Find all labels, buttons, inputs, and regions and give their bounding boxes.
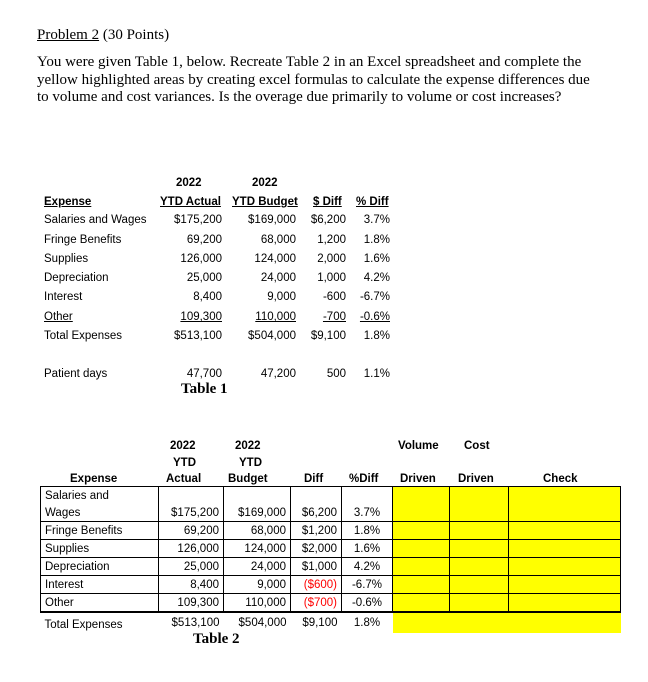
t1-cell: $175,200 (174, 214, 222, 226)
table-1-caption: Table 1 (181, 381, 228, 397)
t1-cell: $513,100 (174, 330, 222, 342)
t2-cell: Interest (41, 576, 159, 594)
t2-header-expense: Expense (70, 473, 118, 485)
t2-header-actual: Actual (166, 473, 202, 485)
t1-header-budget: YTD Budget (232, 196, 298, 208)
check-cell[interactable] (509, 594, 621, 613)
problem-points: (30 Points) (99, 27, 170, 43)
check-cell[interactable] (509, 522, 621, 540)
t2-cell: $2,000 (291, 540, 342, 558)
t2-cell: 1.8% (353, 617, 381, 629)
t1-header-pctdiff: % Diff (356, 196, 389, 208)
check-cell[interactable] (509, 487, 621, 505)
t2-cell: ($600) (291, 576, 342, 594)
t1-cell: $504,000 (248, 330, 296, 342)
t2-cell: -0.6% (342, 594, 393, 613)
t2-cell: Supplies (41, 540, 159, 558)
t2-year-actual: 2022 (170, 440, 196, 452)
t1-cell: -0.6% (359, 311, 390, 323)
t1-header-actual: YTD Actual (160, 196, 221, 208)
volume-driven-cell[interactable] (393, 504, 450, 522)
t1-cell: Patient days (44, 368, 108, 380)
t2-header-check: Check (543, 473, 578, 485)
t1-cell: Depreciation (44, 272, 109, 284)
t2-cell: 25,000 (159, 558, 224, 576)
t2-cell: $175,200 (159, 504, 224, 522)
t1-year-budget: 2022 (252, 177, 278, 189)
problem-text: You were given Table 1, below. Recreate Table 2 in an Excel spreadsheet and complete the yellow highlighted areas by creating excel formulas to calculate the expense differences due to volume and cost variances. Is the overage due primarily to volume or cost increases? (37, 54, 590, 105)
volume-driven-cell[interactable] (393, 576, 450, 594)
volume-driven-cell[interactable] (393, 522, 450, 540)
t2-cell: Depreciation (41, 558, 159, 576)
t1-cell: Other (44, 311, 73, 323)
t2-cell: 124,000 (224, 540, 291, 558)
t1-cell: 1.8% (363, 330, 390, 342)
t2-cell: 69,200 (159, 522, 224, 540)
t1-cell: 126,000 (180, 253, 222, 265)
t2-cell: 109,300 (159, 594, 224, 613)
t2-cell: Salaries and (41, 487, 159, 505)
t1-header-expense: Expense (44, 196, 92, 208)
volume-driven-cell[interactable] (393, 594, 450, 613)
t2-header-cost: Cost (464, 440, 490, 452)
check-cell[interactable] (509, 540, 621, 558)
t2-cell: $513,100 (171, 617, 220, 629)
t1-cell: 25,000 (186, 272, 222, 284)
table-2-caption: Table 2 (193, 631, 240, 647)
t1-cell: 47,200 (260, 368, 296, 380)
t1-cell: $6,200 (310, 214, 346, 226)
t2-header-pctdiff: %Diff (349, 473, 379, 485)
t1-cell: 1,000 (317, 272, 346, 284)
t1-cell: 69,200 (186, 234, 222, 246)
t1-cell: Fringe Benefits (44, 234, 122, 246)
t1-cell: 9,000 (267, 291, 296, 303)
t2-cell: 8,400 (159, 576, 224, 594)
table-row (41, 522, 621, 540)
t1-cell: -700 (322, 311, 346, 323)
cost-driven-cell[interactable] (450, 594, 509, 613)
t2-cell: 4.2% (342, 558, 393, 576)
volume-driven-cell[interactable] (393, 487, 450, 505)
volume-driven-cell[interactable] (393, 540, 450, 558)
table-row (41, 487, 621, 505)
table-row-total (41, 612, 621, 633)
t2-ytd-budget: YTD (239, 457, 262, 469)
t1-cell: 1,200 (317, 234, 346, 246)
t1-cell: Total Expenses (44, 330, 122, 342)
table-row (41, 558, 621, 576)
check-cell[interactable] (509, 576, 621, 594)
cost-driven-cell[interactable] (450, 558, 509, 576)
t2-cell: $169,000 (224, 504, 291, 522)
t2-cell: 68,000 (224, 522, 291, 540)
t1-cell: Supplies (44, 253, 89, 265)
t2-cell: -6.7% (342, 576, 393, 594)
t2-cell: 3.7% (342, 504, 393, 522)
t1-cell: 47,700 (186, 368, 222, 380)
t2-cell: Total Expenses (44, 618, 123, 631)
t2-cell: ($700) (291, 594, 342, 613)
table-row (41, 594, 621, 613)
t2-cell: 126,000 (159, 540, 224, 558)
cost-driven-cell[interactable] (450, 522, 509, 540)
cost-driven-cell[interactable] (450, 576, 509, 594)
t1-cell: 24,000 (260, 272, 296, 284)
t1-cell: 4.2% (363, 272, 390, 284)
t1-cell: 109,300 (180, 311, 222, 323)
problem-title (37, 27, 169, 44)
t2-cell: $6,200 (291, 504, 342, 522)
t2-cell: $9,100 (302, 617, 338, 629)
cost-driven-cell[interactable] (450, 540, 509, 558)
volume-driven-cell[interactable] (393, 558, 450, 576)
t1-cell: $9,100 (310, 330, 346, 342)
check-cell[interactable] (509, 612, 621, 633)
t2-header-volume: Volume (398, 440, 439, 452)
t1-cell: 3.7% (363, 214, 390, 226)
t2-cell: $504,000 (238, 617, 287, 629)
t2-cell: 9,000 (224, 576, 291, 594)
t2-cell: 24,000 (224, 558, 291, 576)
problem-heading: Problem 2 (37, 27, 100, 43)
t2-cell: 110,000 (224, 594, 291, 613)
check-cell[interactable] (509, 558, 621, 576)
table-row (41, 576, 621, 594)
t1-cell: $169,000 (248, 214, 296, 226)
t1-cell: -600 (322, 291, 346, 303)
t2-cell: Other (41, 594, 159, 613)
t1-cell: 1.1% (363, 368, 390, 380)
cost-driven-cell[interactable] (450, 504, 509, 522)
t1-cell: 1.6% (363, 253, 390, 265)
cost-driven-cell[interactable] (450, 612, 509, 633)
t2-cell: $1,200 (291, 522, 342, 540)
t2-header-diff: Diff (304, 473, 324, 485)
table-row (41, 504, 621, 522)
t1-cell: Interest (44, 291, 83, 303)
t1-cell: 1.8% (363, 234, 390, 246)
t1-header-diff: $ Diff (313, 196, 342, 208)
table-row (41, 540, 621, 558)
t1-cell: 68,000 (260, 234, 296, 246)
t2-header-budget: Budget (228, 473, 268, 485)
check-cell[interactable] (509, 504, 621, 522)
t2-header-volume-driven: Driven (400, 473, 436, 485)
t1-year-actual: 2022 (176, 177, 202, 189)
t1-cell: -6.7% (359, 291, 390, 303)
t2-cell: $1,000 (291, 558, 342, 576)
t2-cell: Fringe Benefits (41, 522, 159, 540)
t1-cell: 110,000 (255, 311, 296, 323)
t1-cell: Salaries and Wages (44, 214, 147, 226)
table-2 (40, 486, 621, 633)
t2-header-cost-driven: Driven (458, 473, 494, 485)
t2-cell: Wages (41, 504, 159, 522)
t2-year-budget: 2022 (235, 440, 261, 452)
t2-cell: 1.6% (342, 540, 393, 558)
t2-ytd-actual: YTD (173, 457, 196, 469)
t1-cell: 500 (326, 368, 346, 380)
volume-driven-cell[interactable] (393, 612, 450, 633)
t1-cell: 8,400 (193, 291, 222, 303)
t1-cell: 2,000 (317, 253, 346, 265)
t2-cell: 1.8% (342, 522, 393, 540)
cost-driven-cell[interactable] (450, 487, 509, 505)
t1-cell: 124,000 (254, 253, 296, 265)
